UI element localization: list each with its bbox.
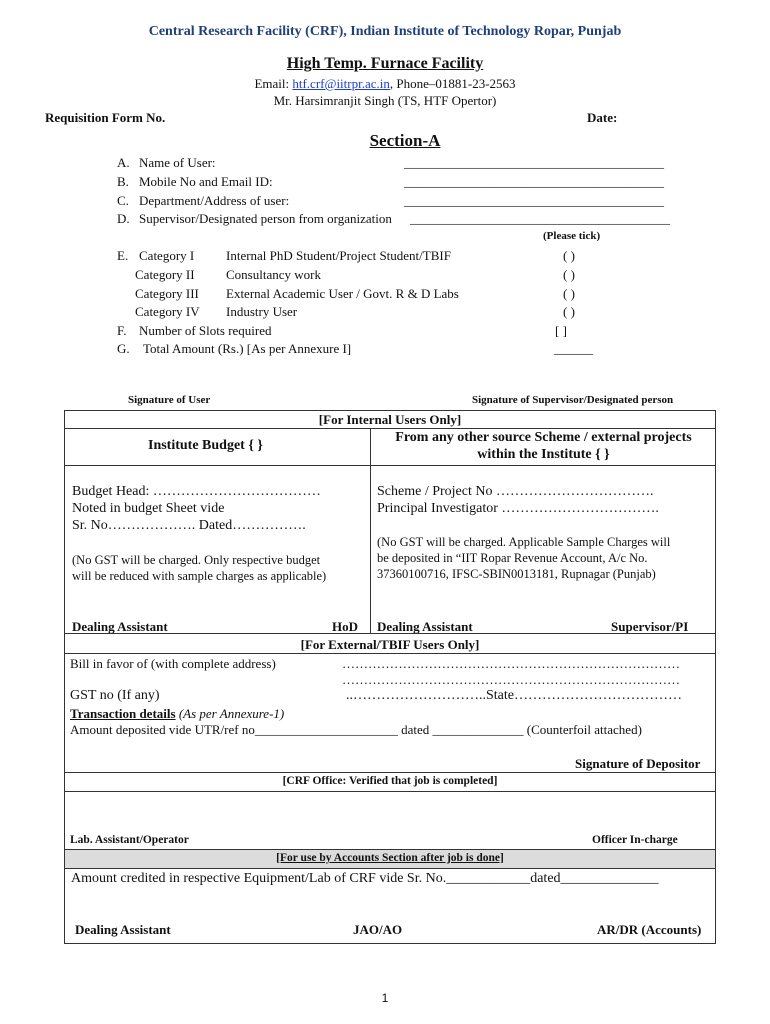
category-4-tick[interactable]: ( ) (563, 304, 575, 319)
field-b-label: Mobile No and Email ID: (139, 174, 273, 189)
left-note-1: (No GST will be charged. Only respective budget (72, 553, 321, 567)
officer-in-charge-label: Officer In-charge (592, 834, 678, 846)
field-c-line[interactable]: ________________________________________ (404, 193, 664, 208)
right-note-1: (No GST will be charged. Applicable Sample Charges will (377, 535, 671, 549)
contact-person: Mr. Harsimranjit Singh (TS, HTF Opertor) (273, 93, 497, 108)
email-link[interactable]: htf.crf@iitrpr.ac.in (292, 76, 390, 91)
please-tick-label: (Please tick) (543, 230, 601, 242)
amount-letter: G. (117, 341, 130, 356)
signature-supervisor: Signature of Supervisor/Designated person (472, 394, 674, 406)
bill-in-favor-label: Bill in favor of (with complete address) (70, 656, 276, 671)
requisition-label: Requisition Form No. (45, 110, 166, 125)
accounts-dealing-assistant: Dealing Assistant (75, 922, 171, 937)
signature-depositor: Signature of Depositor (575, 756, 701, 771)
category-1-desc: Internal PhD Student/Project Student/TBIF (226, 248, 451, 263)
field-a-line[interactable]: ________________________________________ (404, 155, 664, 170)
category-2-desc: Consultancy work (226, 267, 321, 282)
lab-assistant-label: Lab. Assistant/Operator (70, 834, 189, 846)
section-a-title: Section-A (369, 131, 441, 150)
principal-investigator: Principal Investigator ……………………………. (377, 501, 659, 516)
internal-title: [For Internal Users Only] (318, 412, 462, 427)
phone-text: , Phone–01881-23-2563 (389, 76, 516, 91)
category-2-tick[interactable]: ( ) (563, 267, 575, 282)
accounts-title: [For use by Accounts Section after job is done] (276, 852, 504, 864)
slots-label: Number of Slots required (139, 323, 272, 338)
external-projects-heading-1: From any other source Scheme / external projects (395, 430, 692, 445)
external-projects-heading-2: within the Institute { } (477, 447, 610, 462)
scheme-project-no: Scheme / Project No ……………………………. (377, 484, 654, 499)
transaction-label: Transaction details (70, 706, 176, 721)
field-d-line[interactable]: ________________________________________ (410, 211, 670, 226)
field-b-letter: B. (117, 174, 129, 189)
category-4-name: Category IV (135, 304, 200, 319)
category-1-name: Category I (139, 248, 195, 263)
external-title: [For External/TBIF Users Only] (300, 637, 480, 652)
field-b-line[interactable]: ________________________________________ (404, 174, 664, 189)
page-number: 1 (381, 991, 389, 1005)
budget-head: Budget Head: ……………………………… (72, 484, 321, 499)
amount-deposited[interactable]: Amount deposited vide UTR/ref no______________________ dated ______________ (Counterfoil attached) (70, 722, 642, 737)
institution-title: Central Research Facility (CRF), Indian Institute of Technology Ropar, Punjab (148, 24, 622, 39)
category-3-tick[interactable]: ( ) (563, 286, 575, 301)
slots-input[interactable]: [ ] (555, 323, 567, 338)
sr-no-dated: Sr. No………………. Dated……………. (72, 518, 306, 533)
gst-label: GST no (If any) (70, 688, 160, 703)
field-d-letter: D. (117, 211, 130, 226)
bill-line-2[interactable]: …………………………………………………………………… (342, 672, 680, 687)
amount-label: Total Amount (Rs.) [As per Annexure I] (143, 341, 352, 356)
jao-ao-label: JAO/AO (353, 922, 403, 937)
gst-state-line[interactable]: ..………………………..State……………………………… (346, 688, 682, 703)
hod-label: HoD (332, 619, 358, 634)
category-1-tick[interactable]: ( ) (563, 248, 575, 263)
category-letter: E. (117, 248, 129, 263)
supervisor-pi-label: Supervisor/PI (611, 619, 689, 634)
email-label: Email: (254, 76, 293, 91)
category-3-desc: External Academic User / Govt. R & D Labs (226, 286, 459, 301)
dealing-assistant-right: Dealing Assistant (377, 619, 473, 634)
right-note-3: 37360100716, IFSC-SBIN0013181, Rupnagar (Punjab) (377, 567, 656, 581)
amount-line[interactable]: ______ (554, 341, 593, 356)
transaction-details (70, 706, 284, 722)
category-2-name: Category II (135, 267, 195, 282)
category-4-desc: Industry User (226, 304, 298, 319)
field-c-letter: C. (117, 193, 129, 208)
left-note-2: will be reduced with sample charges as applicable) (72, 569, 327, 583)
field-d-label: Supervisor/Designated person from organization (139, 211, 392, 226)
crf-office-title: [CRF Office: Verified that job is completed] (282, 775, 498, 787)
transaction-note: (As per Annexure-1) (178, 706, 285, 721)
signature-user: Signature of User (128, 394, 211, 406)
ar-dr-accounts-label: AR/DR (Accounts) (597, 922, 702, 937)
amount-credited[interactable]: Amount credited in respective Equipment/Lab of CRF vide Sr. No.____________dated______________ (71, 871, 659, 886)
field-a-letter: A. (117, 155, 130, 170)
date-label: Date: (587, 110, 618, 125)
slots-letter: F. (117, 323, 127, 338)
noted-budget: Noted in budget Sheet vide (72, 501, 225, 516)
category-3-name: Category III (135, 286, 199, 301)
field-a-label: Name of User: (139, 155, 216, 170)
institute-budget-heading: Institute Budget { } (148, 438, 263, 453)
field-c-label: Department/Address of user: (139, 193, 290, 208)
bill-line-1[interactable]: …………………………………………………………………… (342, 656, 680, 671)
facility-title: High Temp. Furnace Facility (286, 55, 484, 72)
contact-line (0, 76, 770, 92)
right-note-2: be deposited in “IIT Ropar Revenue Account, A/c No. (377, 551, 648, 565)
dealing-assistant-left: Dealing Assistant (72, 619, 168, 634)
